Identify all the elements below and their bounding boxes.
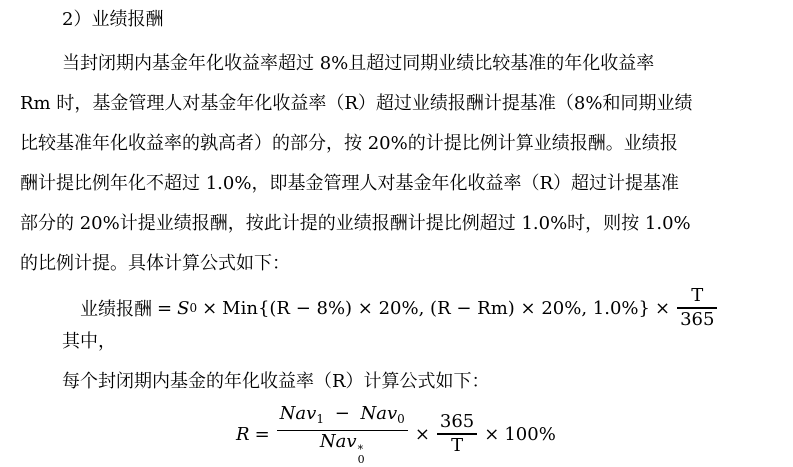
paragraph-line: Rm 时，基金管理人对基金年化收益率（R）超过业绩报酬计提基准（8%和同期业绩 [20, 93, 693, 114]
formula-lhs: 业绩报酬 [80, 299, 152, 320]
nav0-star-symbol: Nav [319, 431, 357, 453]
times-sign: × [484, 423, 500, 445]
fraction-denominator: 365 [680, 308, 715, 330]
nav0-symbol: Nav [360, 402, 398, 424]
s-symbol: S [177, 297, 190, 319]
fraction-numerator [277, 403, 408, 430]
paragraph-line: 酬计提比例年化不超过 1.0%，即基金管理人对基金年化收益率（R）超过计提基准 [20, 173, 680, 194]
minus-sign: − [334, 402, 350, 424]
paragraph-line: 当封闭期内基金年化收益率超过 8%且超过同期业绩比较基准的年化收益率 [62, 53, 655, 74]
performance-fee-formula [80, 283, 719, 333]
fraction-denominator [317, 431, 368, 465]
return-formula-intro: 每个封闭期内基金的年化收益率（R）计算公式如下： [62, 371, 490, 392]
times-sign: × [414, 423, 430, 445]
subscript-zero: 0 [357, 453, 365, 467]
equals-sign: = [157, 297, 173, 319]
nav-fraction [277, 403, 408, 465]
paragraph-line: 的比例计提。具体计算公式如下： [20, 253, 290, 274]
equals-sign: = [254, 423, 270, 445]
r-symbol: R [236, 423, 250, 445]
fraction-numerator: T [691, 285, 704, 307]
superscript-star: * [357, 443, 364, 457]
annualized-return-formula [236, 402, 556, 467]
nav1-symbol: Nav [279, 402, 317, 424]
performance-fee-paragraph [20, 44, 780, 284]
times-sign: × [202, 297, 218, 319]
nav0-subscript: 0 [397, 411, 405, 426]
section-heading: 2）业绩报酬 [62, 9, 164, 30]
nav0-star-scripts [358, 445, 365, 465]
qizhong-label: 其中， [62, 331, 116, 352]
min-expression: Min{(R − 8%) × 20%, (R − Rm) × 20%, 1.0%} [222, 297, 650, 319]
365-over-t-fraction [437, 411, 477, 456]
t-over-365-fraction [677, 285, 717, 330]
percent-value: 100% [504, 423, 556, 445]
s-subscript: 0 [189, 301, 198, 315]
times-sign: × [654, 297, 671, 319]
fraction-denominator: T [451, 434, 464, 456]
nav1-subscript: 1 [316, 411, 324, 426]
fraction-numerator: 365 [439, 411, 475, 433]
paragraph-line: 比较基准年化收益率的孰高者）的部分，按 20%的计提比例计算业绩报酬。业绩报 [20, 133, 678, 154]
paragraph-line: 部分的 20%计提业绩报酬，按此计提的业绩报酬计提比例超过 1.0%时，则按 1.0% [20, 213, 691, 234]
